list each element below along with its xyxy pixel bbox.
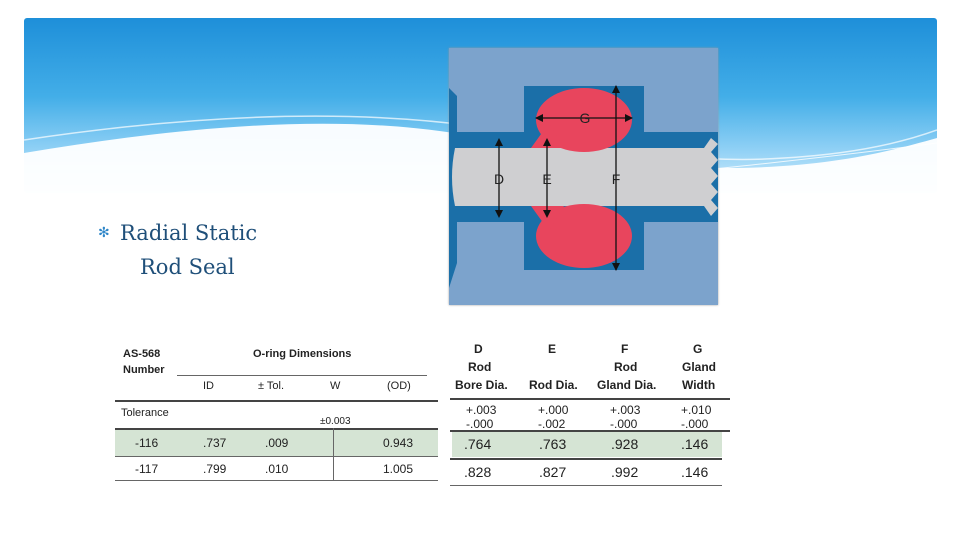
col-g-tol-plus: +.010 xyxy=(681,403,712,417)
col-d-l2: Rod xyxy=(468,360,492,374)
row1-tol: .009 xyxy=(265,436,289,450)
col-f-tol-minus: -.000 xyxy=(610,417,638,431)
tolerance-label: Tolerance xyxy=(121,407,169,419)
header-oring-dimensions: O-ring Dimensions xyxy=(253,348,352,360)
col-g-l3: Width xyxy=(682,378,716,392)
oring-dimensions-table xyxy=(115,340,440,485)
row1-od: 0.943 xyxy=(383,436,414,450)
row1-g: .146 xyxy=(681,436,709,452)
col-e-tol-plus: +.000 xyxy=(538,403,569,417)
rod-seal-cross-section xyxy=(449,48,718,305)
col-f-tol-plus: +.003 xyxy=(610,403,641,417)
label-g: G xyxy=(579,110,591,126)
col-g-l2: Gland xyxy=(682,360,717,374)
bullet-star-icon: ✻ xyxy=(98,225,110,241)
col-d-letter: D xyxy=(474,342,483,356)
bullet-line-1: Radial Static xyxy=(120,221,258,245)
col-od: (OD) xyxy=(387,380,411,392)
col-f-l3: Gland Dia. xyxy=(597,378,657,392)
label-f: F xyxy=(611,171,621,187)
col-w: W xyxy=(330,380,341,392)
rod-seal-diagram xyxy=(449,48,718,305)
gland-dimensions-table xyxy=(450,340,730,490)
row1-f: .928 xyxy=(611,436,639,452)
header-as568: AS-568 xyxy=(123,348,161,360)
col-e-letter: E xyxy=(548,342,557,356)
row1-id: .737 xyxy=(203,436,227,450)
row2-f: .992 xyxy=(611,464,639,480)
row1-number: -116 xyxy=(135,436,159,450)
row2-id: .799 xyxy=(203,462,227,476)
col-tol: ± Tol. xyxy=(258,380,285,392)
col-id: ID xyxy=(203,380,214,392)
header-number: Number xyxy=(123,364,165,376)
col-e-l3: Rod Dia. xyxy=(529,378,578,392)
row2-od: 1.005 xyxy=(383,462,414,476)
tolerance-w: ±0.003 xyxy=(320,416,351,427)
label-e: E xyxy=(542,171,552,187)
bullet-line-2: Rod Seal xyxy=(140,255,235,279)
row2-d: .828 xyxy=(464,464,492,480)
row2-tol: .010 xyxy=(265,462,289,476)
col-f-l2: Rod xyxy=(614,360,638,374)
row2-number: -117 xyxy=(135,462,159,476)
row1-d: .764 xyxy=(464,436,492,452)
row1-e: .763 xyxy=(539,436,567,452)
col-g-letter: G xyxy=(693,342,703,356)
row2-g: .146 xyxy=(681,464,709,480)
label-d: D xyxy=(493,171,505,187)
row2-e: .827 xyxy=(539,464,567,480)
col-g-tol-minus: -.000 xyxy=(681,417,709,431)
col-d-tol-plus: +.003 xyxy=(466,403,497,417)
col-f-letter: F xyxy=(621,342,629,356)
col-d-l3: Bore Dia. xyxy=(455,378,508,392)
col-d-tol-minus: -.000 xyxy=(466,417,494,431)
col-e-tol-minus: -.002 xyxy=(538,417,566,431)
